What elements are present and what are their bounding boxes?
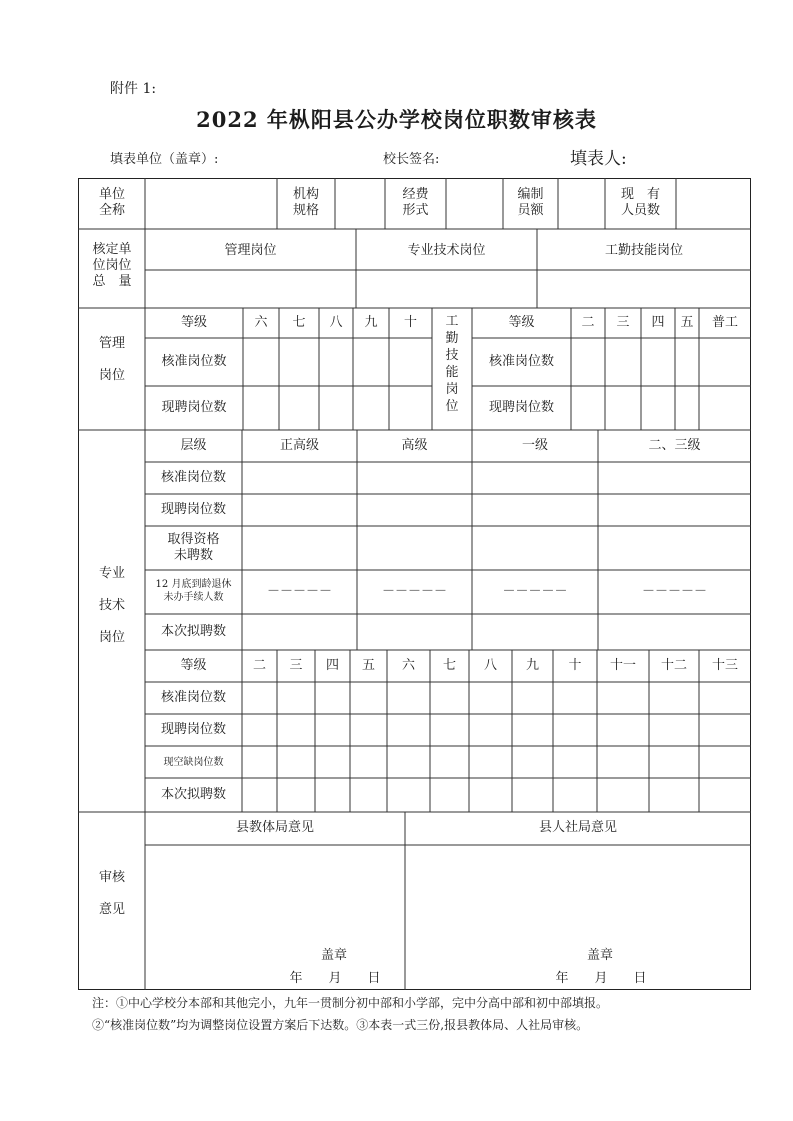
unit-name-label: 单位 全称 [98,187,125,218]
prof-retire-dash-senior: －－－－－ [266,584,332,599]
mgmt-grade-9: 九 [364,315,378,330]
prof-grade-8: 八 [483,658,497,673]
prof-level-second-third: 二、三级 [648,438,701,453]
mgmt-grade-7: 七 [292,315,306,330]
professional-posts-header: 专业技术岗位 [407,243,486,258]
filler-label: 填表人: [570,149,627,169]
total-posts-label: 核定单 位岗位 总 量 [92,242,132,289]
worker-posts-header: 工勤技能岗位 [604,243,683,258]
worker-grade-general: 普工 [711,315,738,330]
edu-seal-label: 盖章 [320,948,347,963]
prof-grade-2: 二 [252,658,266,673]
prof-retire-label: 12 月底到龄退休 未办手续人数 [155,579,232,603]
prof-approved-label: 核准岗位数 [160,470,226,485]
prof-qualified-label: 取得资格 未聘数 [167,532,220,563]
review-section-label: 审核 意见 [98,870,125,917]
org-spec-label: 机构 规格 [292,187,319,218]
prof-approved2-label: 核准岗位数 [160,690,226,705]
prof-grade-6: 六 [401,658,415,673]
hr-date-label: 年 月 日 [555,971,647,986]
hr-bureau-opinion-label: 县人社局意见 [538,820,617,835]
attachment-label: 附件 1: [110,81,157,97]
fund-form-label: 经费 形式 [402,187,429,218]
prof-grade-label: 等级 [180,658,207,673]
mgmt-grade-8: 八 [329,315,343,330]
prof-retire-dash-high: －－－－－ [381,584,447,599]
professional-section-label: 专业 技术 岗位 [98,566,125,645]
prof-vacant-label: 现空缺岗位数 [163,757,224,768]
worker-grade-5: 五 [680,315,694,330]
page-title: 2022 年枞阳县公办学校岗位职数审核表 [196,107,597,132]
prof-grade-3: 三 [289,658,303,673]
prof-level-first: 一级 [521,438,548,453]
prof-retire-dash-first: －－－－－ [502,584,568,599]
current-staff-label: 现 有 人员数 [620,187,660,218]
prof-grade-11: 十一 [609,658,636,673]
prof-grade-10: 十 [568,658,582,673]
worker-grade-label: 等级 [508,315,535,330]
prof-grade-5: 五 [361,658,375,673]
prof-grade-7: 七 [442,658,456,673]
management-posts-header: 管理岗位 [224,243,277,258]
fill-unit-label: 填表单位（盖章）: [110,152,219,167]
footnote-2: ②“核准岗位数”均为调整岗位设置方案后下达数。③本表一式三份,报县教体局、人社局审核。 [92,1018,589,1032]
worker-section-label: 工 勤 技 能 岗 位 [445,314,459,414]
management-section-label: 管理 岗位 [98,336,125,383]
edu-bureau-opinion-label: 县教体局意见 [235,820,314,835]
prof-grade-4: 四 [325,658,339,673]
prof-level-senior: 正高级 [279,438,319,453]
prof-level-high: 高级 [401,438,428,453]
footnote-1: 注：①中心学校分本部和其他完小，九年一贯制分初中部和小学部，完中分高中部和初中部填报。 [92,996,609,1010]
prof-grade-9: 九 [525,658,539,673]
prof-level-label: 层级 [180,438,207,453]
prof-current-label: 现聘岗位数 [160,502,226,517]
prof-current2-label: 现聘岗位数 [160,722,226,737]
prof-retire-dash-second-third: －－－－－ [641,584,707,599]
mgmt-grade-10: 十 [403,315,417,330]
mgmt-grade-label: 等级 [180,315,207,330]
mgmt-current-label: 现聘岗位数 [161,400,227,415]
mgmt-approved-label: 核准岗位数 [161,354,227,369]
worker-grade-4: 四 [651,315,665,330]
principal-sign-label: 校长签名: [383,152,440,167]
mgmt-grade-6: 六 [254,315,268,330]
hr-seal-label: 盖章 [586,948,613,963]
worker-grade-2: 二 [581,315,595,330]
prof-grade-13: 十三 [711,658,738,673]
prof-plan2-label: 本次拟聘数 [160,787,226,802]
edu-date-label: 年 月 日 [289,971,381,986]
worker-current-label: 现聘岗位数 [488,400,554,415]
worker-approved-label: 核准岗位数 [488,354,554,369]
prof-plan-label: 本次拟聘数 [160,624,226,639]
staff-quota-label: 编制 员额 [517,187,544,218]
worker-grade-3: 三 [616,315,630,330]
prof-grade-12: 十二 [660,658,687,673]
